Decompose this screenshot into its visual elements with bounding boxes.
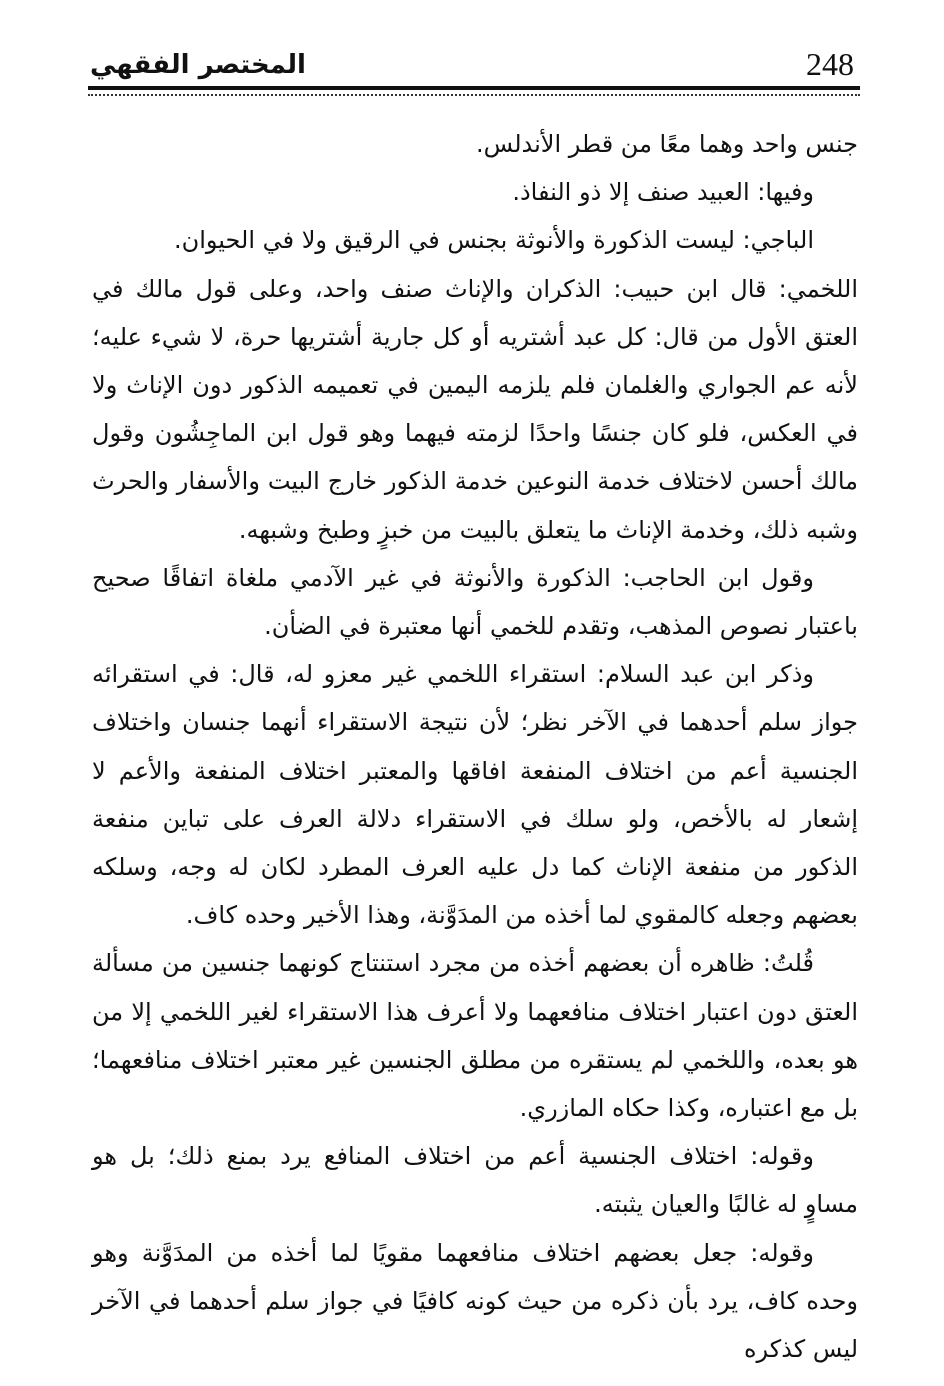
running-title: المختصر الفقهي [90, 50, 306, 80]
body-text [92, 120, 858, 1373]
page-number: 248 [806, 46, 854, 82]
paragraph: وقوله: اختلاف الجنسية أعم من اختلاف المنافع يرد بمنع ذلك؛ بل هو مساوٍ له غالبًا والعيان يثبته. [92, 1142, 858, 1219]
paragraph: قُلتُ: ظاهره أن بعضهم أخذه من مجرد استنتاج كونهما جنسين من مسألة العتق دون اعتبار اختلاف منافعهما ولا أعرف هذا الاستقراء لغير اللخمي إلا من هو بعده، واللخمي لم يستقره من مطلق الجنسين غير معتبر اختلاف منافعهما؛ بل مع اعتباره، وكذا حكاه المازري. [92, 949, 858, 1123]
header-rule [88, 86, 860, 90]
paragraph: اللخمي: قال ابن حبيب: الذكران والإناث صنف واحد، وعلى قول مالك في العتق الأول من قال: كل عبد أشتريه أو كل جارية أشتريها حرة، لا شيء عليه؛ لأنه عم الجواري والغلمان فلم يلزمه اليمين في تعميمه الذكور دون الإناث ولا في العكس، فلو كان جنسًا واحدًا لزمته فيهما وهو قول ابن الماجِشُون وقول مالك أحسن لاختلاف خدمة النوعين خدمة الذكور خارج البيت والأسفار والحرث وشبه ذلك، وخدمة الإناث ما يتعلق بالبيت من خبزٍ وطبخ وشبهه. [92, 274, 858, 544]
paragraph: وذكر ابن عبد السلام: استقراء اللخمي غير معزو له، قال: في استقرائه جواز سلم أحدهما في الآخر نظر؛ لأن نتيجة الاستقراء أنهما جنسان واختلاف الجنسية أعم من اختلاف المنفعة افاقها والمعتبر اختلاف المنفعة والأعم لا إشعار له بالأخص، ولو سلك في الاستقراء دلالة العرف على تباين منفعة الذكور من منفعة الإناث كما دل عليه العرف المطرد لكان له وجه، وسلكه بعضهم وجعله كالمقوي لما أخذه من المدَوَّنة، وهذا الأخير وحده كاف. [92, 660, 858, 930]
paragraph: جنس واحد وهما معًا من قطر الأندلس. [475, 130, 858, 158]
page-header [88, 40, 860, 92]
paragraph: وفيها: العبيد صنف إلا ذو النفاذ. [512, 178, 814, 207]
paragraph: الباجي: ليست الذكورة والأنوثة بجنس في الرقيق ولا في الحيوان. [173, 226, 814, 255]
paragraph: وقول ابن الحاجب: الذكورة والأنوثة في غير الآدمي ملغاة اتفاقًا صحيح باعتبار نصوص المذهب، وتقدم للخمي أنها معتبرة في الضأن. [92, 563, 858, 641]
paragraph: وقوله: جعل بعضهم اختلاف منافعهما مقويًا لما أخذه من المدَوَّنة وهو وحده كاف، يرد بأن ذكره من حيث كونه كافيًا في جواز سلم أحدهما في الآخر ليس كذكره [92, 1238, 858, 1364]
header-rule-dotted [88, 94, 860, 96]
